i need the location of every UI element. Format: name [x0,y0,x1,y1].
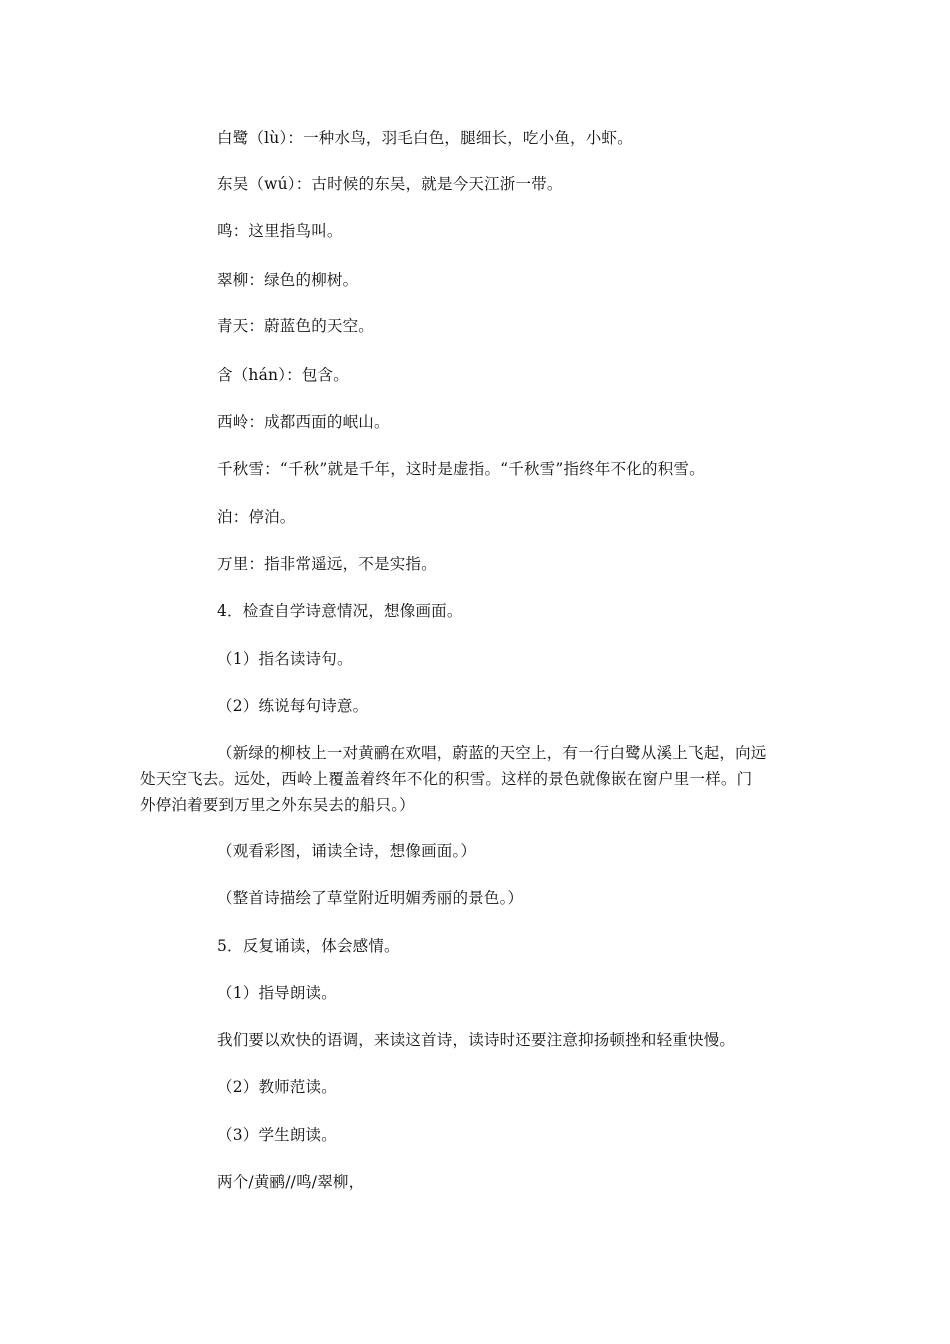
step-5-heading: 5．反复诵读，体会感情。 [217,937,400,955]
note-han: 含（hán）：包含。 [217,366,349,384]
reading-guidance: 我们要以欢快的语调，来读这首诗，读诗时还要注意抑扬顿挫和轻重快慢。 [217,1031,736,1049]
note-bo: 泊：停泊。 [217,508,296,526]
paragraph-line-3: 外停泊着要到万里之外东吴去的船只。） [140,796,415,814]
note-wanli: 万里：指非常遥远，不是实指。 [217,555,437,573]
step-5-item-1: （1）指导朗读。 [217,984,337,1002]
poem-line-1: 两个/黄鹂//鸣/翠柳， [217,1173,365,1191]
note-qingtian: 青天：蔚蓝色的天空。 [217,317,375,335]
step-5-item-2: （2）教师范读。 [217,1078,337,1096]
note-qianqiuxue: 千秋雪：“千秋”就是千年，这时是虚指。“千秋雪”指终年不化的积雪。 [217,460,705,478]
note-ming: 鸣：这里指鸟叫。 [217,222,343,240]
note-bailu: 白鹭（lù）：一种水鸟，羽毛白色，腿细长，吃小鱼，小虾。 [217,129,633,147]
step-4-item-1: （1）指名读诗句。 [217,650,353,668]
paragraph-line-2: 处天空飞去。远处，西岭上覆盖着终年不化的积雪。这样的景色就像嵌在窗户里一样。门 [140,770,753,788]
note-dongwu: 东吴（wú）：古时候的东吴，就是今天江浙一带。 [217,175,563,193]
view-picture-note: （观看彩图，诵读全诗，想像画面。） [217,842,477,860]
note-xiling: 西岭：成都西面的岷山。 [217,413,390,431]
step-4-item-2: （2）练说每句诗意。 [217,697,369,715]
paragraph-line-1: （新绿的柳枝上一对黄鹂在欢唱，蔚蓝的天空上，有一行白鹭从溪上飞起，向远 [217,744,767,762]
note-cuiliu: 翠柳：绿色的柳树。 [217,271,359,289]
step-4-heading: 4．检查自学诗意情况，想像画面。 [217,602,463,620]
step-5-item-3: （3）学生朗读。 [217,1126,337,1144]
summary-note: （整首诗描绘了草堂附近明媚秀丽的景色。） [217,889,524,907]
